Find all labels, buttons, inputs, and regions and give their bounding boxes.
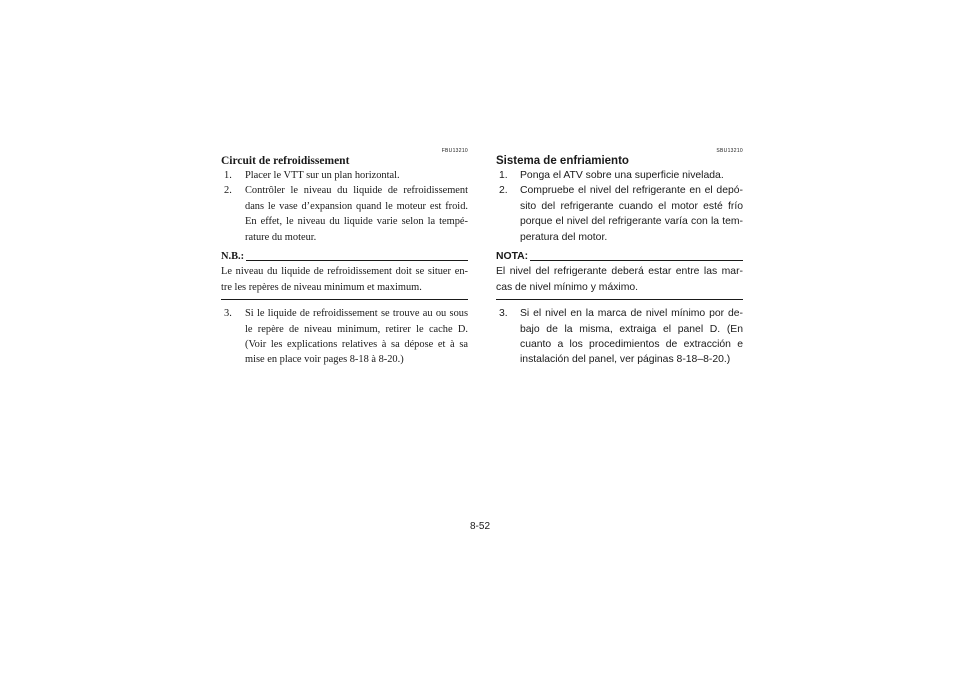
section-body <box>221 168 468 368</box>
step-number: 3. <box>499 308 508 320</box>
list-item <box>221 183 468 245</box>
note-header <box>221 249 468 264</box>
step-text: Ponga el ATV sobre una superficie nivelada. <box>520 170 724 181</box>
list-item <box>221 306 468 368</box>
section-title: Circuit de refroidissement <box>221 155 350 167</box>
list-item <box>496 168 743 183</box>
note-header <box>496 249 743 264</box>
step-number: 1. <box>224 170 232 181</box>
french-column <box>221 148 468 368</box>
list-item <box>221 168 468 183</box>
step-text: Contrôler le niveau du liquide de refroidissement dans le vase d’expansion quand le moteur est froid. En effet, le niveau du liquide varie selon la tempé- rature du moteur. <box>245 185 468 243</box>
spanish-column <box>496 148 743 368</box>
note-text: El nivel del refrigerante deberá estar entre las mar- cas de nivel mínimo y máximo. <box>496 266 743 293</box>
step-number: 3. <box>224 308 232 320</box>
section-code: SBU13210 <box>716 148 743 154</box>
list-item <box>496 306 743 368</box>
note-end-rule <box>221 299 468 300</box>
note-label: NOTA: <box>496 251 529 263</box>
note-label: N.B.: <box>221 251 245 263</box>
step-text: Si le liquide de refroidissement se trouve au ou sous le repère de niveau minimum, retirer le cache D. (Voir les explications relatives à sa dépose et à sa mise en place voir pages 8-18 à 8-20.) <box>245 308 468 366</box>
list-item <box>496 183 743 245</box>
step-text: Placer le VTT sur un plan horizontal. <box>245 170 400 181</box>
note-rule <box>246 260 468 261</box>
step-text: Compruebe el nivel del refrigerante en el depó- sito del refrigerante cuando el motor esté frío porque el nivel del refrigerante varía con la tem- peratura del motor. <box>520 185 743 243</box>
step-number: 2. <box>224 185 232 197</box>
section-title: Sistema de enfriamiento <box>496 155 629 167</box>
section-body <box>496 168 743 368</box>
note-text: Le niveau du liquide de refroidissement doit se situer en- tre les repères de niveau minimum et maximum. <box>221 266 468 293</box>
step-number: 1. <box>499 170 508 181</box>
note-end-rule <box>496 299 743 300</box>
section-code: FBU13210 <box>441 148 468 154</box>
step-text: Si el nivel en la marca de nivel mínimo por de- bajo de la misma, extraiga el panel D. (En cuanto a los procedimientos de extracción e instalación del panel, ver páginas 8-18–8-20.) <box>520 308 743 366</box>
step-number: 2. <box>499 185 508 197</box>
page-number: 8-52 <box>469 521 490 532</box>
note-rule <box>530 260 743 261</box>
